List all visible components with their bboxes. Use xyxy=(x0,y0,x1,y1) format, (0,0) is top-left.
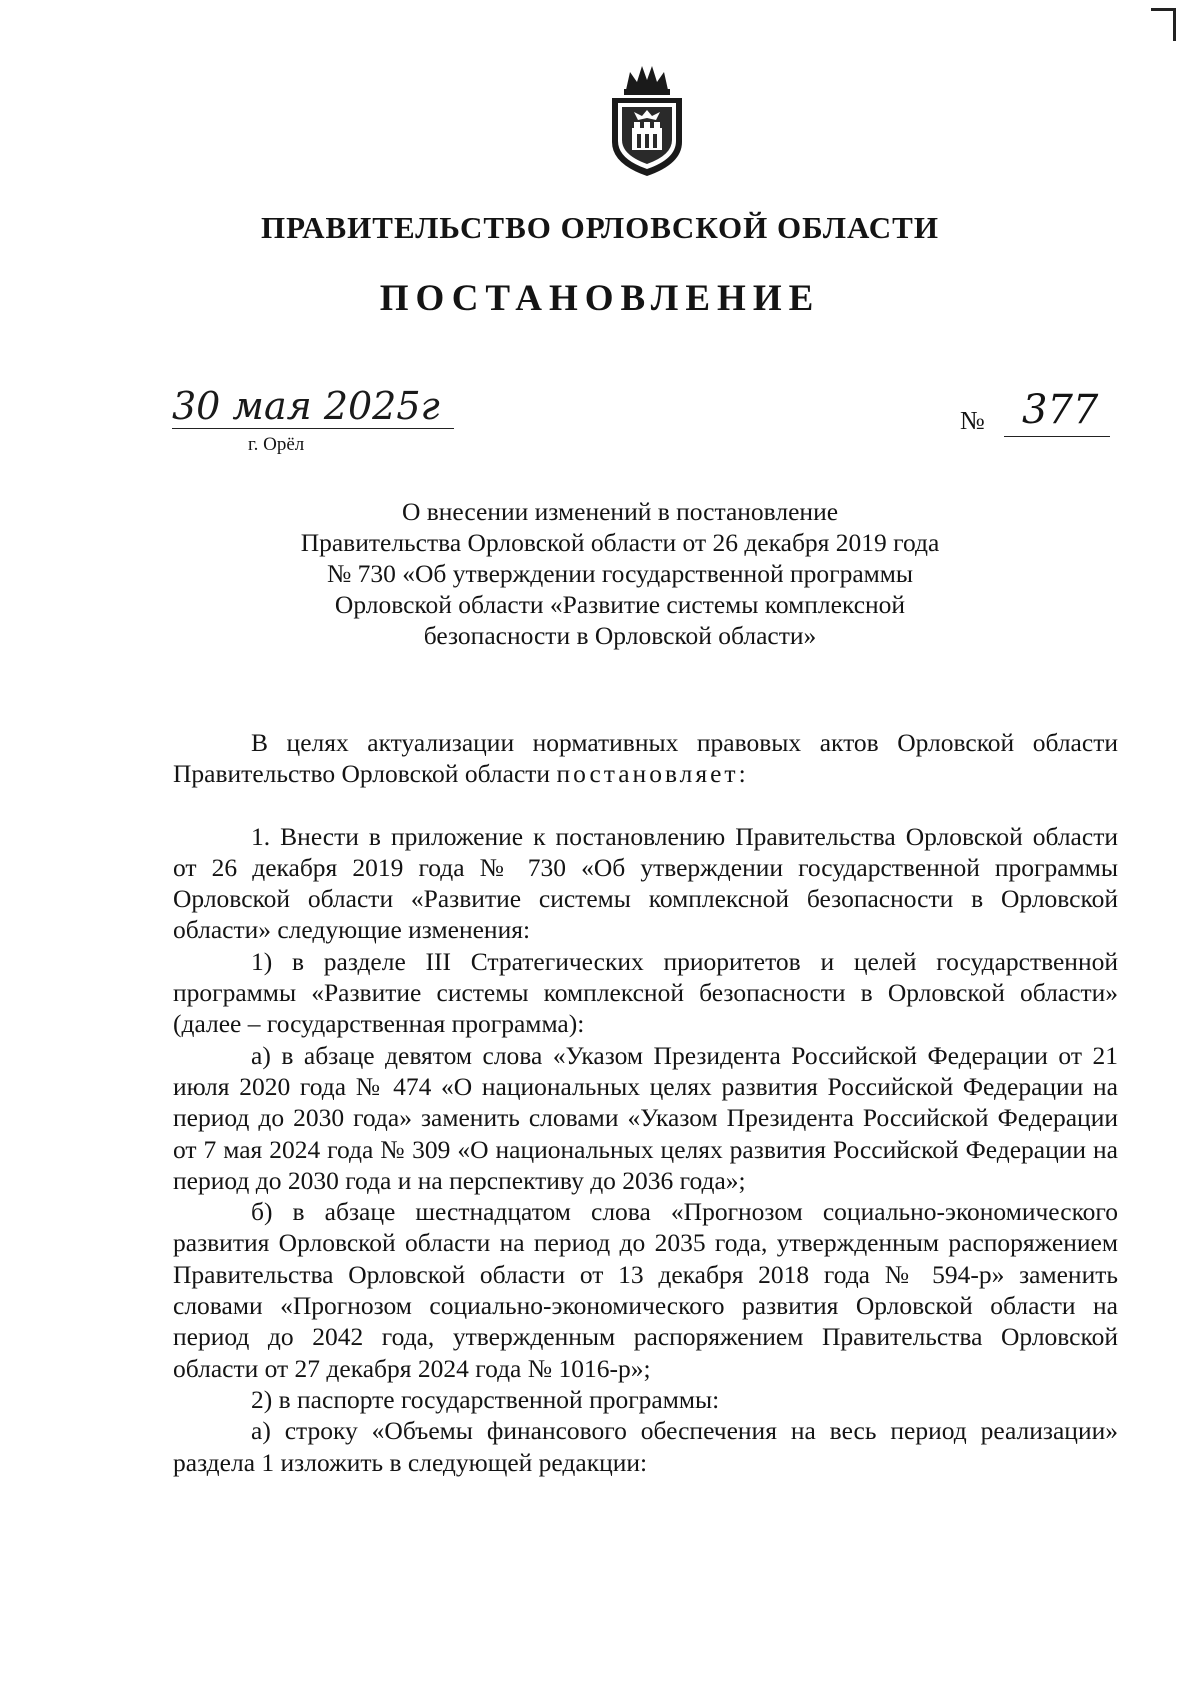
subject-line: Орловской области «Развитие системы комплексной xyxy=(334,590,906,619)
paragraph-1-1: 1) в разделе III Стратегических приоритетов и целей государственной программы «Развитие системы комплексной безопасности в Орловской области» (далее – государственная программа): xyxy=(173,946,1118,1039)
resolves-word: постановляет: xyxy=(556,759,749,789)
government-title: ПРАВИТЕЛЬСТВО ОРЛОВСКОЙ ОБЛАСТИ xyxy=(261,210,939,245)
subject-line: безопасности в Орловской области» xyxy=(423,621,817,650)
document-type: ПОСТАНОВЛЕНИЕ xyxy=(379,278,821,319)
paragraph-1: 1. Внести в приложение к постановлению Правительства Орловской области от 26 декабря 2019 года № 730 «Об утверждении государственной программы Орловской области «Развитие системы комплексной безопасности в Орловской области» следующие изменения: xyxy=(173,821,1118,945)
subject-line: Правительства Орловской области от 26 декабря 2019 года xyxy=(300,528,940,557)
preamble-paragraph xyxy=(173,727,1118,790)
subject-line: № 730 «Об утверждении государственной программы xyxy=(326,559,914,588)
paragraph-1-2: 2) в паспорте государственной программы: xyxy=(251,1384,720,1414)
paragraph-1-1-b: б) в абзаце шестнадцатом слова «Прогнозом социально-экономического развития Орловской области на период до 2035 года, утвержденным распоряжением Правительства Орловской области от 13 декабря 2018 года № 594-р» заменить словами «Прогнозом социально-экономического развития Орловской области на период до 2042 года, утвержденным распоряжением Правительства Орловской области от 27 декабря 2024 года № 1016-р»; xyxy=(173,1197,1118,1383)
number-sign: № xyxy=(960,406,985,435)
number-block xyxy=(960,384,1110,444)
handwritten-number: 377 xyxy=(1004,384,1110,437)
date-block xyxy=(172,384,472,429)
subject-line: О внесении изменений в постановление xyxy=(401,497,839,526)
handwritten-date: 30 мая 2025г xyxy=(172,384,454,429)
city-label: г. Орёл xyxy=(248,434,305,455)
scan-corner-mark xyxy=(1151,8,1176,41)
paragraph-1-1-a: а) в абзаце девятом слова «Указом Президента Российской Федерации от 21 июля 2020 года № 474 «О национальных целях развития Российской Федерации на период до 2030 года» заменить словами «Указом Президента Российской Федерации от 7 мая 2024 года № 309 «О национальных целях развития Российской Федерации на период до 2030 года и на перспективу до 2036 года»; xyxy=(173,1040,1118,1195)
preamble-text: В целях актуализации нормативных правовых актов Орловской области Правительство Орловской области xyxy=(173,728,1118,789)
paragraph-1-2-a: а) строку «Объемы финансового обеспечения на весь период реализации» раздела 1 изложить в следующей редакции: xyxy=(173,1416,1118,1477)
document-subject xyxy=(240,496,1000,651)
document-body xyxy=(173,727,1118,1478)
orel-coat-of-arms-icon xyxy=(604,62,690,178)
